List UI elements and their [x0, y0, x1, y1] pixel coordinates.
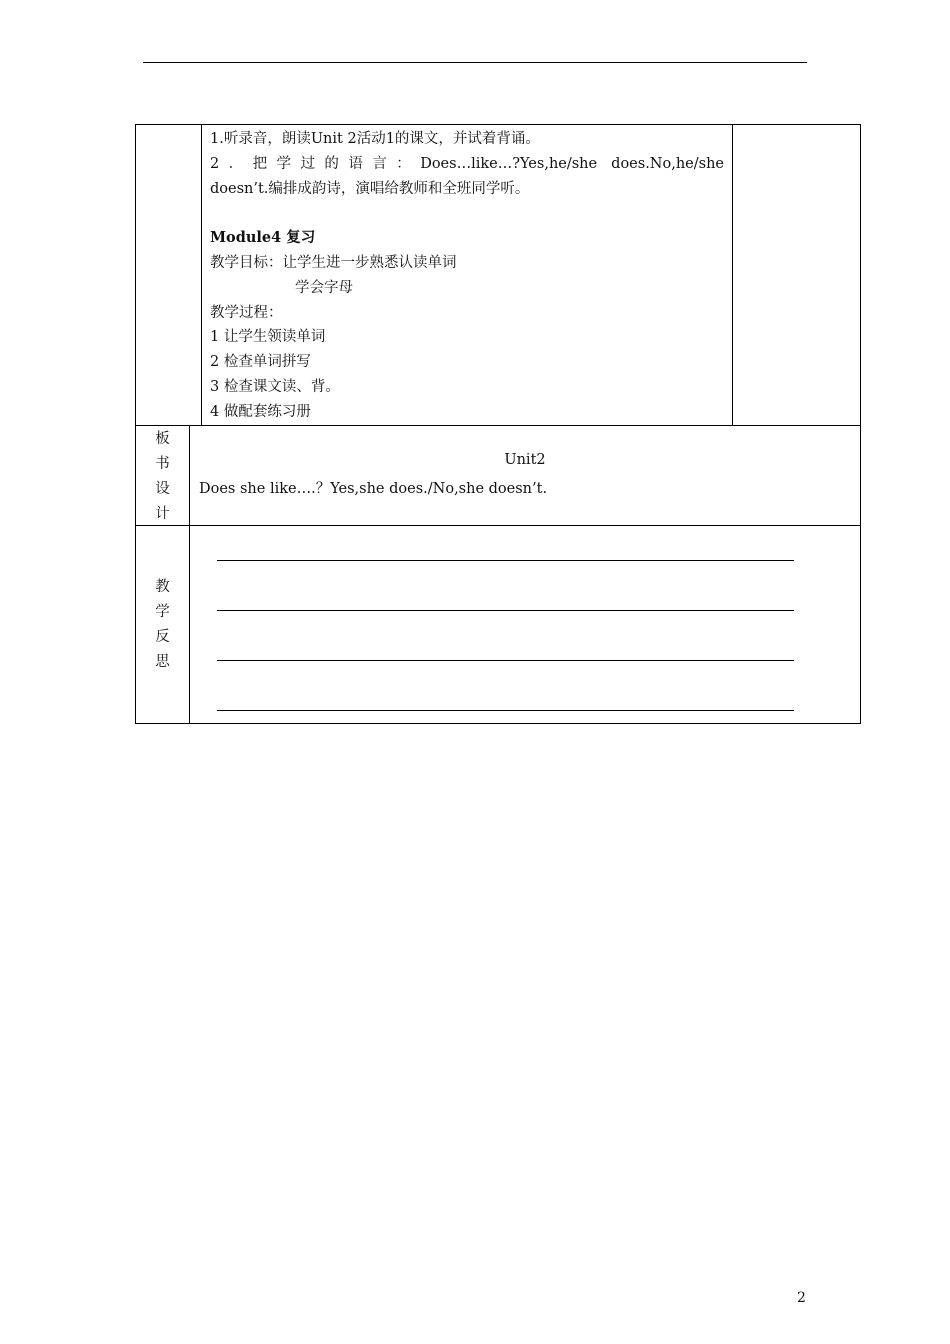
- reflection-label-char: 教: [155, 579, 170, 595]
- board-label-char: 书: [155, 456, 170, 472]
- step-4: 4 做配套练习册: [210, 403, 311, 420]
- step-3: 3 检查课文读、背。: [210, 378, 340, 395]
- teaching-process-label: 教学过程：: [210, 304, 283, 321]
- teaching-goal-2: 学会字母: [295, 279, 353, 296]
- reflection-label-char: 思: [155, 654, 170, 670]
- page-number: 2: [797, 1290, 806, 1306]
- module-heading: Module4 复习: [210, 229, 316, 247]
- board-sentence: Does she like….？Yes,she does./No,she doesn’t.: [199, 481, 548, 497]
- board-label-char: 板: [155, 431, 170, 447]
- teaching-process-cell: [202, 125, 733, 425]
- board-unit-title: Unit2: [504, 452, 546, 468]
- process-line-3: doesn’t.编排成韵诗，演唱给教师和全班同学听。: [210, 180, 530, 197]
- reflection-label: [136, 526, 190, 723]
- step-2: 2 检查单词拼写: [210, 354, 311, 371]
- board-label-char: 设: [155, 481, 170, 497]
- board-design-label: [136, 426, 190, 525]
- board-design-content: [190, 426, 860, 525]
- step-1: 1 让学生领读单词: [210, 329, 326, 346]
- board-design-row: [136, 425, 860, 525]
- reflection-blank-line: [217, 710, 794, 711]
- teaching-process-row: [136, 125, 860, 425]
- reflection-label-char: 反: [155, 629, 170, 645]
- reflection-label-char: 学: [155, 604, 170, 620]
- lesson-plan-table: [135, 124, 861, 724]
- left-label-cell: [136, 125, 202, 425]
- reflection-content: [190, 526, 860, 723]
- notes-cell: [733, 125, 860, 425]
- process-line-1: 1.听录音，朗读Unit 2活动1的课文，并试着背诵。: [210, 131, 540, 147]
- process-line-2: 2．把学过的语言：Does…like…?Yes,he/she does.No,he/she: [210, 155, 724, 172]
- reflection-blank-line: [217, 660, 794, 661]
- reflection-row: [136, 525, 860, 723]
- reflection-blank-line: [217, 610, 794, 611]
- reflection-blank-line: [217, 560, 794, 561]
- teaching-goal: 教学目标：让学生进一步熟悉认读单词: [210, 254, 457, 271]
- board-label-char: 计: [155, 506, 170, 522]
- header-rule: [143, 62, 807, 63]
